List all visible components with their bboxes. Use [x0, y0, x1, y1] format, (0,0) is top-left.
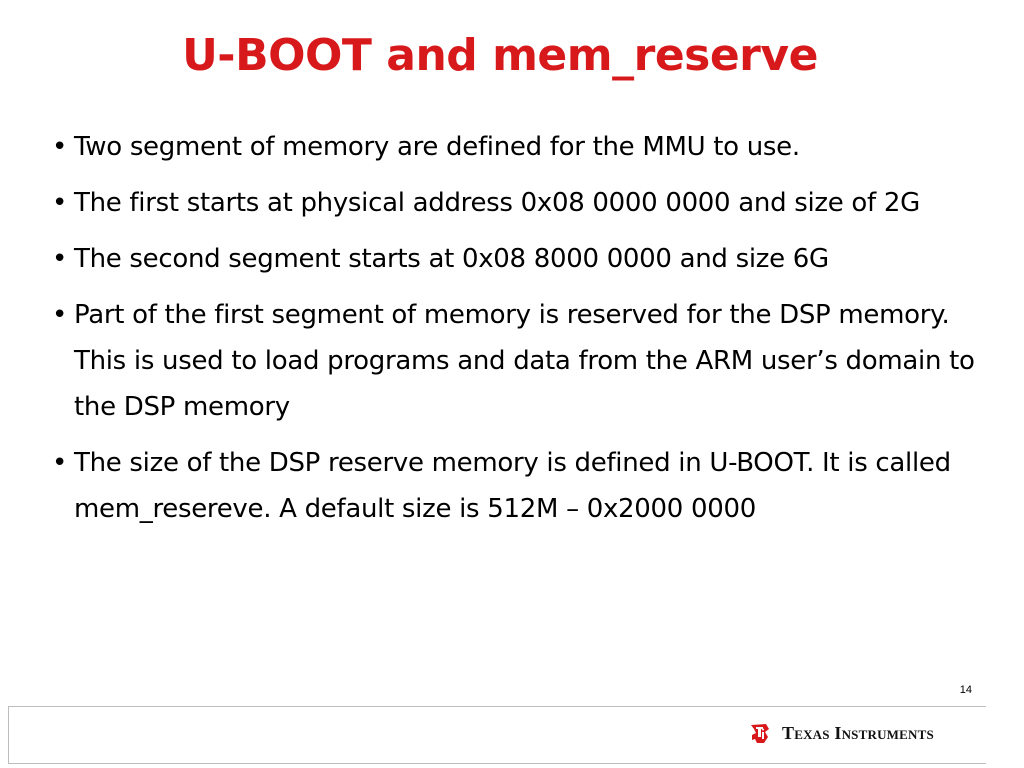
bullet-text: Two segment of memory are defined for the MMU to use. [74, 132, 800, 162]
bullet-glyph: • [52, 188, 68, 218]
bullet-glyph: • [52, 244, 68, 274]
bullet-item [44, 124, 994, 170]
bullet-text: The second segment starts at 0x08 8000 0000 and size 6G [74, 244, 829, 274]
bullet-text: The size of the DSP reserve memory is defined in U-BOOT. It is called mem_resereve. A default size is 512M – 0x2000 0000 [74, 448, 951, 524]
page-number: 14 [959, 684, 972, 696]
company-logo [746, 719, 934, 747]
ti-logo-icon [746, 719, 774, 747]
footer-edge [986, 706, 1024, 764]
bullet-glyph: • [52, 300, 68, 330]
bullet-item [44, 180, 994, 226]
bullet-item [44, 292, 994, 430]
bullet-text: Part of the first segment of memory is reserved for the DSP memory. This is used to load programs and data from the ARM user’s domain to the DSP memory [74, 300, 975, 422]
bullet-item [44, 440, 994, 532]
bullet-glyph: • [52, 448, 68, 478]
slide-title: U-BOOT and mem_reserve [182, 30, 818, 81]
bullet-item [44, 236, 994, 282]
bullet-list [44, 124, 994, 542]
company-logo-text: Texas Instruments [782, 722, 934, 743]
bullet-glyph: • [52, 132, 68, 162]
bullet-text: The first starts at physical address 0x08 0000 0000 and size of 2G [74, 188, 920, 218]
